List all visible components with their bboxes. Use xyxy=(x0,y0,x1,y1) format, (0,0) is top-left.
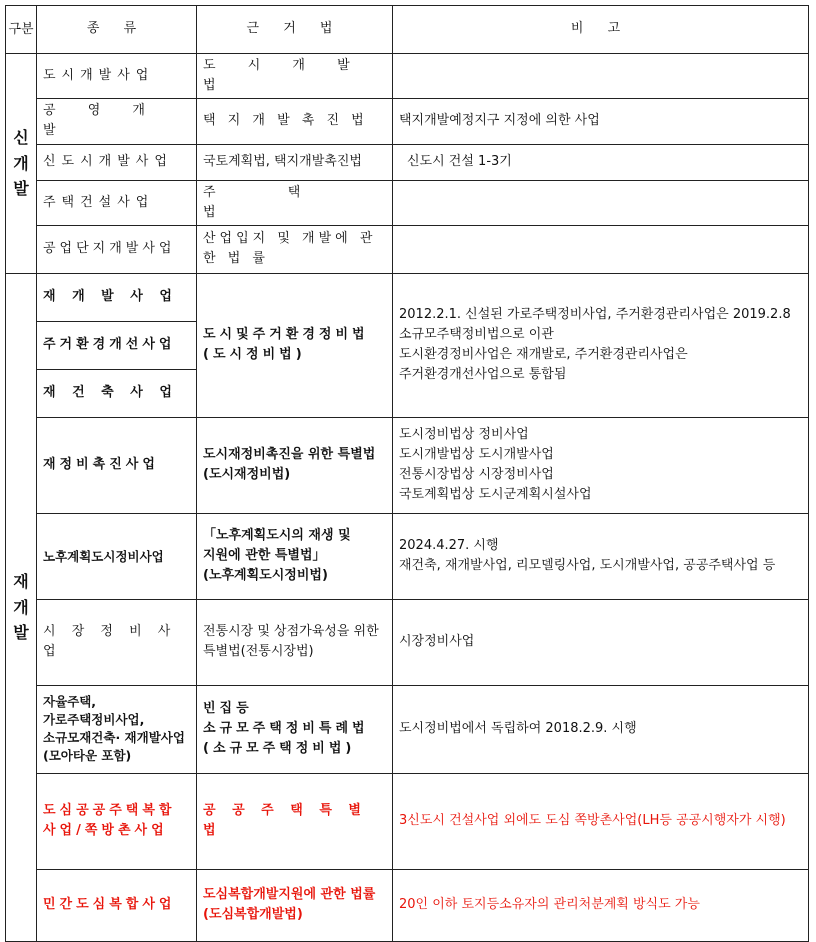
category-label: 재개발 xyxy=(13,571,29,643)
note-line: 전통시장법상 시장정비사업 xyxy=(399,467,554,483)
note-cell: 시장정비사업 xyxy=(393,599,809,685)
note-cell: 택지개발예정지구 지정에 의한 사업 xyxy=(393,99,809,144)
law-cell: 「노후계획도시의 재생 및 지원에 관한 특별법」(노후계획도시정비법) xyxy=(197,513,393,599)
law-cell: 공 공 주 택 특 별 법 xyxy=(197,773,393,869)
note-cell-merged xyxy=(393,273,809,417)
development-types-table xyxy=(5,5,809,942)
law-cell: 도 시 개 발 법 xyxy=(197,54,393,99)
type-cell: 자율주택, 가로주택정비사업, 소규모재건축· 재개발사업(모아타운 포함) xyxy=(37,685,197,773)
type-cell: 도시개발사업 xyxy=(37,54,197,99)
note-line: 도시개발법상 도시개발사업 xyxy=(399,447,554,463)
note-cell xyxy=(393,225,809,273)
header-note: 비 고 xyxy=(393,6,809,54)
note-cell: 3신도시 건설사업 외에도 도심 쪽방촌사업(LH등 공공시행자가 시행) xyxy=(393,773,809,869)
law-cell: 택 지 개 발 촉 진 법 xyxy=(197,99,393,144)
note-cell: 신도시 건설 1-3기 xyxy=(393,144,809,180)
note-cell xyxy=(393,513,809,599)
law-cell: 빈집등 소규모주택정비특례법(소규모주택정비법) xyxy=(197,685,393,773)
note-line: 2024.4.27. 시행 xyxy=(399,538,499,554)
note-line: 도시정비법상 정비사업 xyxy=(399,427,529,443)
note-line: 국토계획법상 도시군계획시설사업 xyxy=(399,487,592,503)
note-line: 도시환경정비사업은 재개발로, 주거환경관리사업은 주거환경개선사업으로 통합됨 xyxy=(399,347,688,383)
type-cell: 주택건설사업 xyxy=(37,180,197,225)
type-cell: 공업단지개발사업 xyxy=(37,225,197,273)
type-cell: 도심공공주택복합사업/쪽방촌사업 xyxy=(37,773,197,869)
note-cell: 20인 이하 토지등소유자의 관리처분계획 방식도 가능 xyxy=(393,869,809,941)
law-cell: 산업입지 및 개발에 관 한 법 률 xyxy=(197,225,393,273)
note-cell: 도시정비법에서 독립하여 2018.2.9. 시행 xyxy=(393,685,809,773)
category-redevelopment xyxy=(6,273,37,941)
law-cell: 전통시장 및 상점가육성을 위한 특별법(전통시장법) xyxy=(197,599,393,685)
law-cell: 도심복합개발지원에 관한 법률(도심복합개발법) xyxy=(197,869,393,941)
type-cell: 시 장 정 비 사 업 xyxy=(37,599,197,685)
note-line: 2012.2.1. 신설된 가로주택정비사업, 주거환경관리사업은 2019.2.8 소규모주택정비법으로 이관 xyxy=(399,307,791,343)
law-cell: 도시재정비촉진을 위한 특별법(도시재정비법) xyxy=(197,417,393,513)
law-cell-merged: 도시및주거환경정비법 (도시정비법) xyxy=(197,273,393,417)
type-cell: 노후계획도시정비사업 xyxy=(37,513,197,599)
note-cell xyxy=(393,180,809,225)
category-label: 신개발 xyxy=(13,128,29,199)
type-cell: 공 영 개 발 xyxy=(37,99,197,144)
law-cell: 국토계획법, 택지개발촉진법 xyxy=(197,144,393,180)
note-cell xyxy=(393,417,809,513)
note-line: 재건축, 재개발사업, 리모델링사업, 도시개발사업, 공공주택사업 등 xyxy=(399,558,776,574)
type-cell: 주거환경개선사업 xyxy=(37,321,197,369)
type-cell: 민간도심복합사업 xyxy=(37,869,197,941)
type-cell: 재 건 축 사 업 xyxy=(37,369,197,417)
category-new-development xyxy=(6,54,37,274)
type-cell: 재정비촉진사업 xyxy=(37,417,197,513)
header-law: 근 거 법 xyxy=(197,6,393,54)
header-category: 구분 xyxy=(6,6,37,54)
header-type: 종 류 xyxy=(37,6,197,54)
type-cell: 신도시개발사업 xyxy=(37,144,197,180)
law-cell: 주 택 법 xyxy=(197,180,393,225)
note-cell xyxy=(393,54,809,99)
type-cell: 재 개 발 사 업 xyxy=(37,273,197,321)
